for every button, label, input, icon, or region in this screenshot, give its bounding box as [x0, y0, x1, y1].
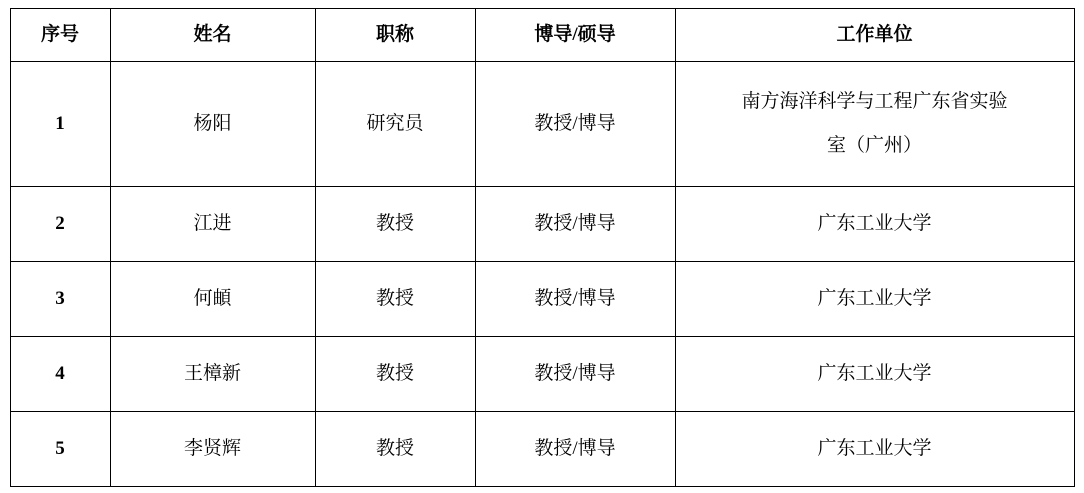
- organization-line-2: 室（广州）: [826, 135, 922, 156]
- cell-name: 李贤辉: [110, 412, 315, 487]
- cell-name: 何頔: [110, 262, 315, 337]
- cell-title: 教授: [315, 337, 475, 412]
- cell-supervisor: 教授/博导: [475, 337, 675, 412]
- cell-title: 研究员: [315, 62, 475, 187]
- cell-supervisor: 教授/博导: [475, 262, 675, 337]
- cell-title: 教授: [315, 187, 475, 262]
- cell-index: 1: [10, 62, 110, 187]
- cell-organization: [675, 62, 1074, 187]
- table-header-row: [10, 9, 1074, 62]
- table-row: [10, 187, 1074, 262]
- cell-index: 2: [10, 187, 110, 262]
- column-header-name: 姓名: [110, 9, 315, 62]
- cell-title: 教授: [315, 262, 475, 337]
- cell-name: 江进: [110, 187, 315, 262]
- table-header: [10, 9, 1074, 62]
- table-row: [10, 262, 1074, 337]
- table-row: [10, 337, 1074, 412]
- cell-organization: 广东工业大学: [675, 187, 1074, 262]
- column-header-organization: 工作单位: [675, 9, 1074, 62]
- cell-supervisor: 教授/博导: [475, 412, 675, 487]
- table-row: [10, 412, 1074, 487]
- cell-name: 杨阳: [110, 62, 315, 187]
- cell-organization: 广东工业大学: [675, 262, 1074, 337]
- table-row: [10, 62, 1074, 187]
- column-header-index: 序号: [10, 9, 110, 62]
- column-header-title: 职称: [315, 9, 475, 62]
- cell-index: 3: [10, 262, 110, 337]
- cell-index: 5: [10, 412, 110, 487]
- faculty-table: [10, 8, 1075, 487]
- cell-organization: 广东工业大学: [675, 337, 1074, 412]
- table-body: [10, 62, 1074, 487]
- cell-index: 4: [10, 337, 110, 412]
- cell-title: 教授: [315, 412, 475, 487]
- cell-supervisor: 教授/博导: [475, 62, 675, 187]
- cell-organization: 广东工业大学: [675, 412, 1074, 487]
- cell-name: 王樟新: [110, 337, 315, 412]
- organization-line-1: 南方海洋科学与工程广东省实验: [741, 91, 1008, 113]
- cell-supervisor: 教授/博导: [475, 187, 675, 262]
- column-header-supervisor: 博导/硕导: [475, 9, 675, 62]
